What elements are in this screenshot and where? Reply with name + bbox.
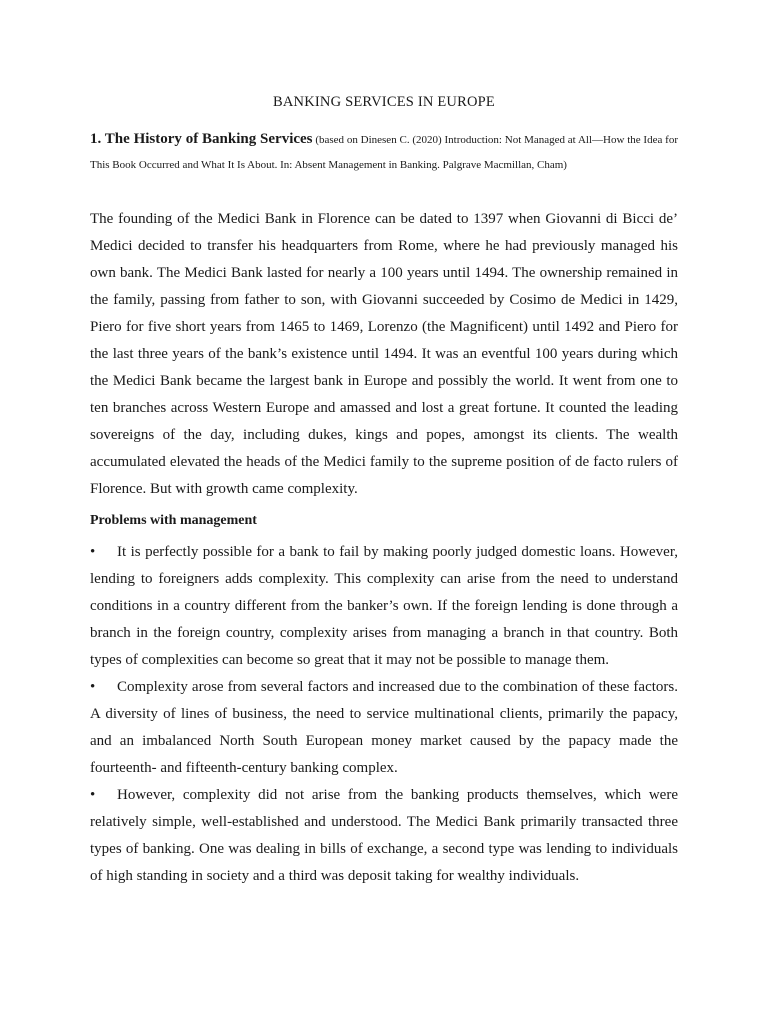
intro-paragraph: The founding of the Medici Bank in Florence can be dated to 1397 when Giovanni di Bicci de’ Medici decided to transfer his headquarters from Rome, where he had previously managed his own bank. The Medici Bank lasted for nearly a 100 years until 1494. The ownership remained in the family, passing from father to son, with Giovanni succeeded by Cosimo de Medici in 1429, Piero for five short years from 1465 to 1469, Lorenzo (the Magnificent) until 1492 and Piero for the last three years of the bank’s existence until 1494. It was an eventful 100 years during which the Medici Bank became the largest bank in Europe and possibly the world. It went from one to ten branches across Western Europe and amassed and lost a great fortune. It counted the leading sovereigns of the day, including dukes, kings and popes, amongst its clients. The wealth accumulated elevated the heads of the Medici family to the supreme position of de facto rulers of Florence. But with growth came complexity. bbox=[90, 211, 678, 497]
bullet-icon: • bbox=[90, 679, 96, 695]
document-title: BANKING SERVICES IN EUROPE bbox=[273, 94, 495, 110]
bullet-list bbox=[90, 539, 678, 890]
bullet-icon: • bbox=[90, 544, 96, 560]
bullet-item bbox=[90, 539, 678, 674]
section-heading: 1. The History of Banking Services bbox=[90, 131, 313, 147]
bullet-text: It is perfectly possible for a bank to fail by making poorly judged domestic loans. However, lending to foreigners adds complexity. This complexity can arise from the need to understand conditions in a country different from the banker’s own. If the foreign lending is done through a branch in the foreign country, complexity arises from managing a branch in that country. Both types of complexities can become so great that it may not be possible to manage them. bbox=[90, 544, 678, 668]
bullet-icon: • bbox=[90, 787, 96, 803]
section-citation: (based on Dinesen C. (2020) Introduction: Not Managed at All—How the Idea for This Book Occurred and What It Is About. In: Absent Management in Banking. Palgrave Macmillan, Cham) bbox=[90, 134, 678, 171]
bullet-item bbox=[90, 674, 678, 782]
bullet-item bbox=[90, 782, 678, 890]
bullet-text: Complexity arose from several factors and increased due to the combination of these factors. A diversity of lines of business, the need to service multinational clients, primarily the papacy, and an imbalanced North South European money market caused by the papacy made the fourteenth- and fifteenth-century banking complex. bbox=[90, 679, 678, 776]
section-heading-block bbox=[90, 127, 678, 177]
problems-subheading: Problems with management bbox=[90, 513, 257, 528]
bullet-text: However, complexity did not arise from the banking products themselves, which were relatively simple, well-established and understood. The Medici Bank primarily transacted three types of banking. One was dealing in bills of exchange, a second type was lending to individuals of high standing in society and a third was deposit taking for wealthy individuals. bbox=[90, 787, 678, 884]
